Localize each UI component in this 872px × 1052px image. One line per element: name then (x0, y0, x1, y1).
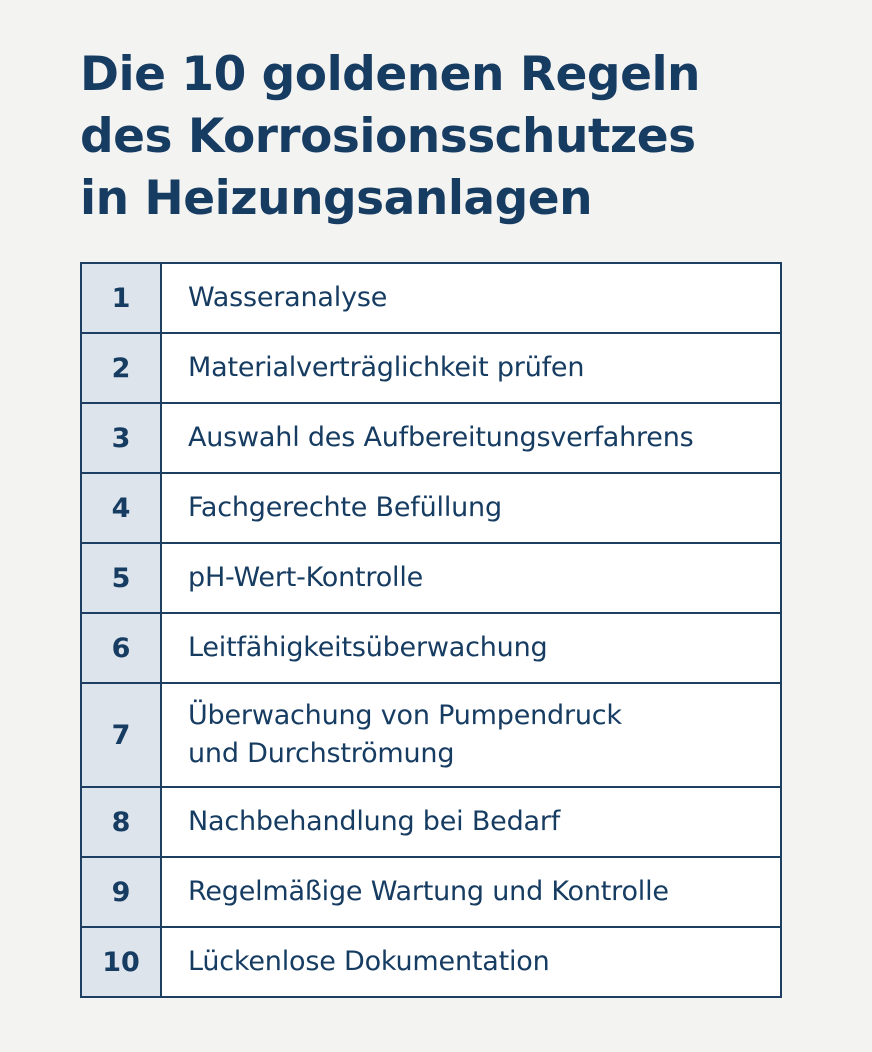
rule-number: 5 (81, 543, 161, 613)
table-row (81, 333, 781, 403)
table-row (81, 263, 781, 333)
rule-number: 4 (81, 473, 161, 543)
rule-text: Leitfähigkeitsüberwachung (161, 613, 781, 683)
table-row (81, 613, 781, 683)
rules-table (80, 262, 782, 998)
rule-text: Materialverträglichkeit prüfen (161, 333, 781, 403)
title-line-1: Die 10 goldenen Regeln (80, 47, 701, 102)
table-row (81, 683, 781, 787)
rule-number: 3 (81, 403, 161, 473)
rule-text: Lückenlose Dokumentation (161, 927, 781, 997)
table-row (81, 543, 781, 613)
rule-number: 1 (81, 263, 161, 333)
rule-text-line-1: Überwachung von Pumpendruck (188, 700, 622, 731)
rule-number: 9 (81, 857, 161, 927)
rule-text-line-2: und Durchströmung (188, 738, 455, 769)
rule-number: 6 (81, 613, 161, 683)
rule-text: pH-Wert-Kontrolle (161, 543, 781, 613)
title-line-3: in Heizungsanlagen (80, 171, 593, 226)
rule-text (161, 683, 781, 787)
rule-number: 8 (81, 787, 161, 857)
rule-number: 2 (81, 333, 161, 403)
rule-text: Fachgerechte Befüllung (161, 473, 781, 543)
table-row (81, 787, 781, 857)
page-title (80, 44, 820, 230)
rule-number: 10 (81, 927, 161, 997)
title-line-2: des Korrosionsschutzes (80, 109, 696, 164)
table-row (81, 927, 781, 997)
table-row (81, 857, 781, 927)
rule-text: Regelmäßige Wartung und Kontrolle (161, 857, 781, 927)
table-row (81, 473, 781, 543)
table-row (81, 403, 781, 473)
rule-number: 7 (81, 683, 161, 787)
rule-text: Wasseranalyse (161, 263, 781, 333)
rule-text: Auswahl des Aufbereitungsverfahrens (161, 403, 781, 473)
rule-text: Nachbehandlung bei Bedarf (161, 787, 781, 857)
